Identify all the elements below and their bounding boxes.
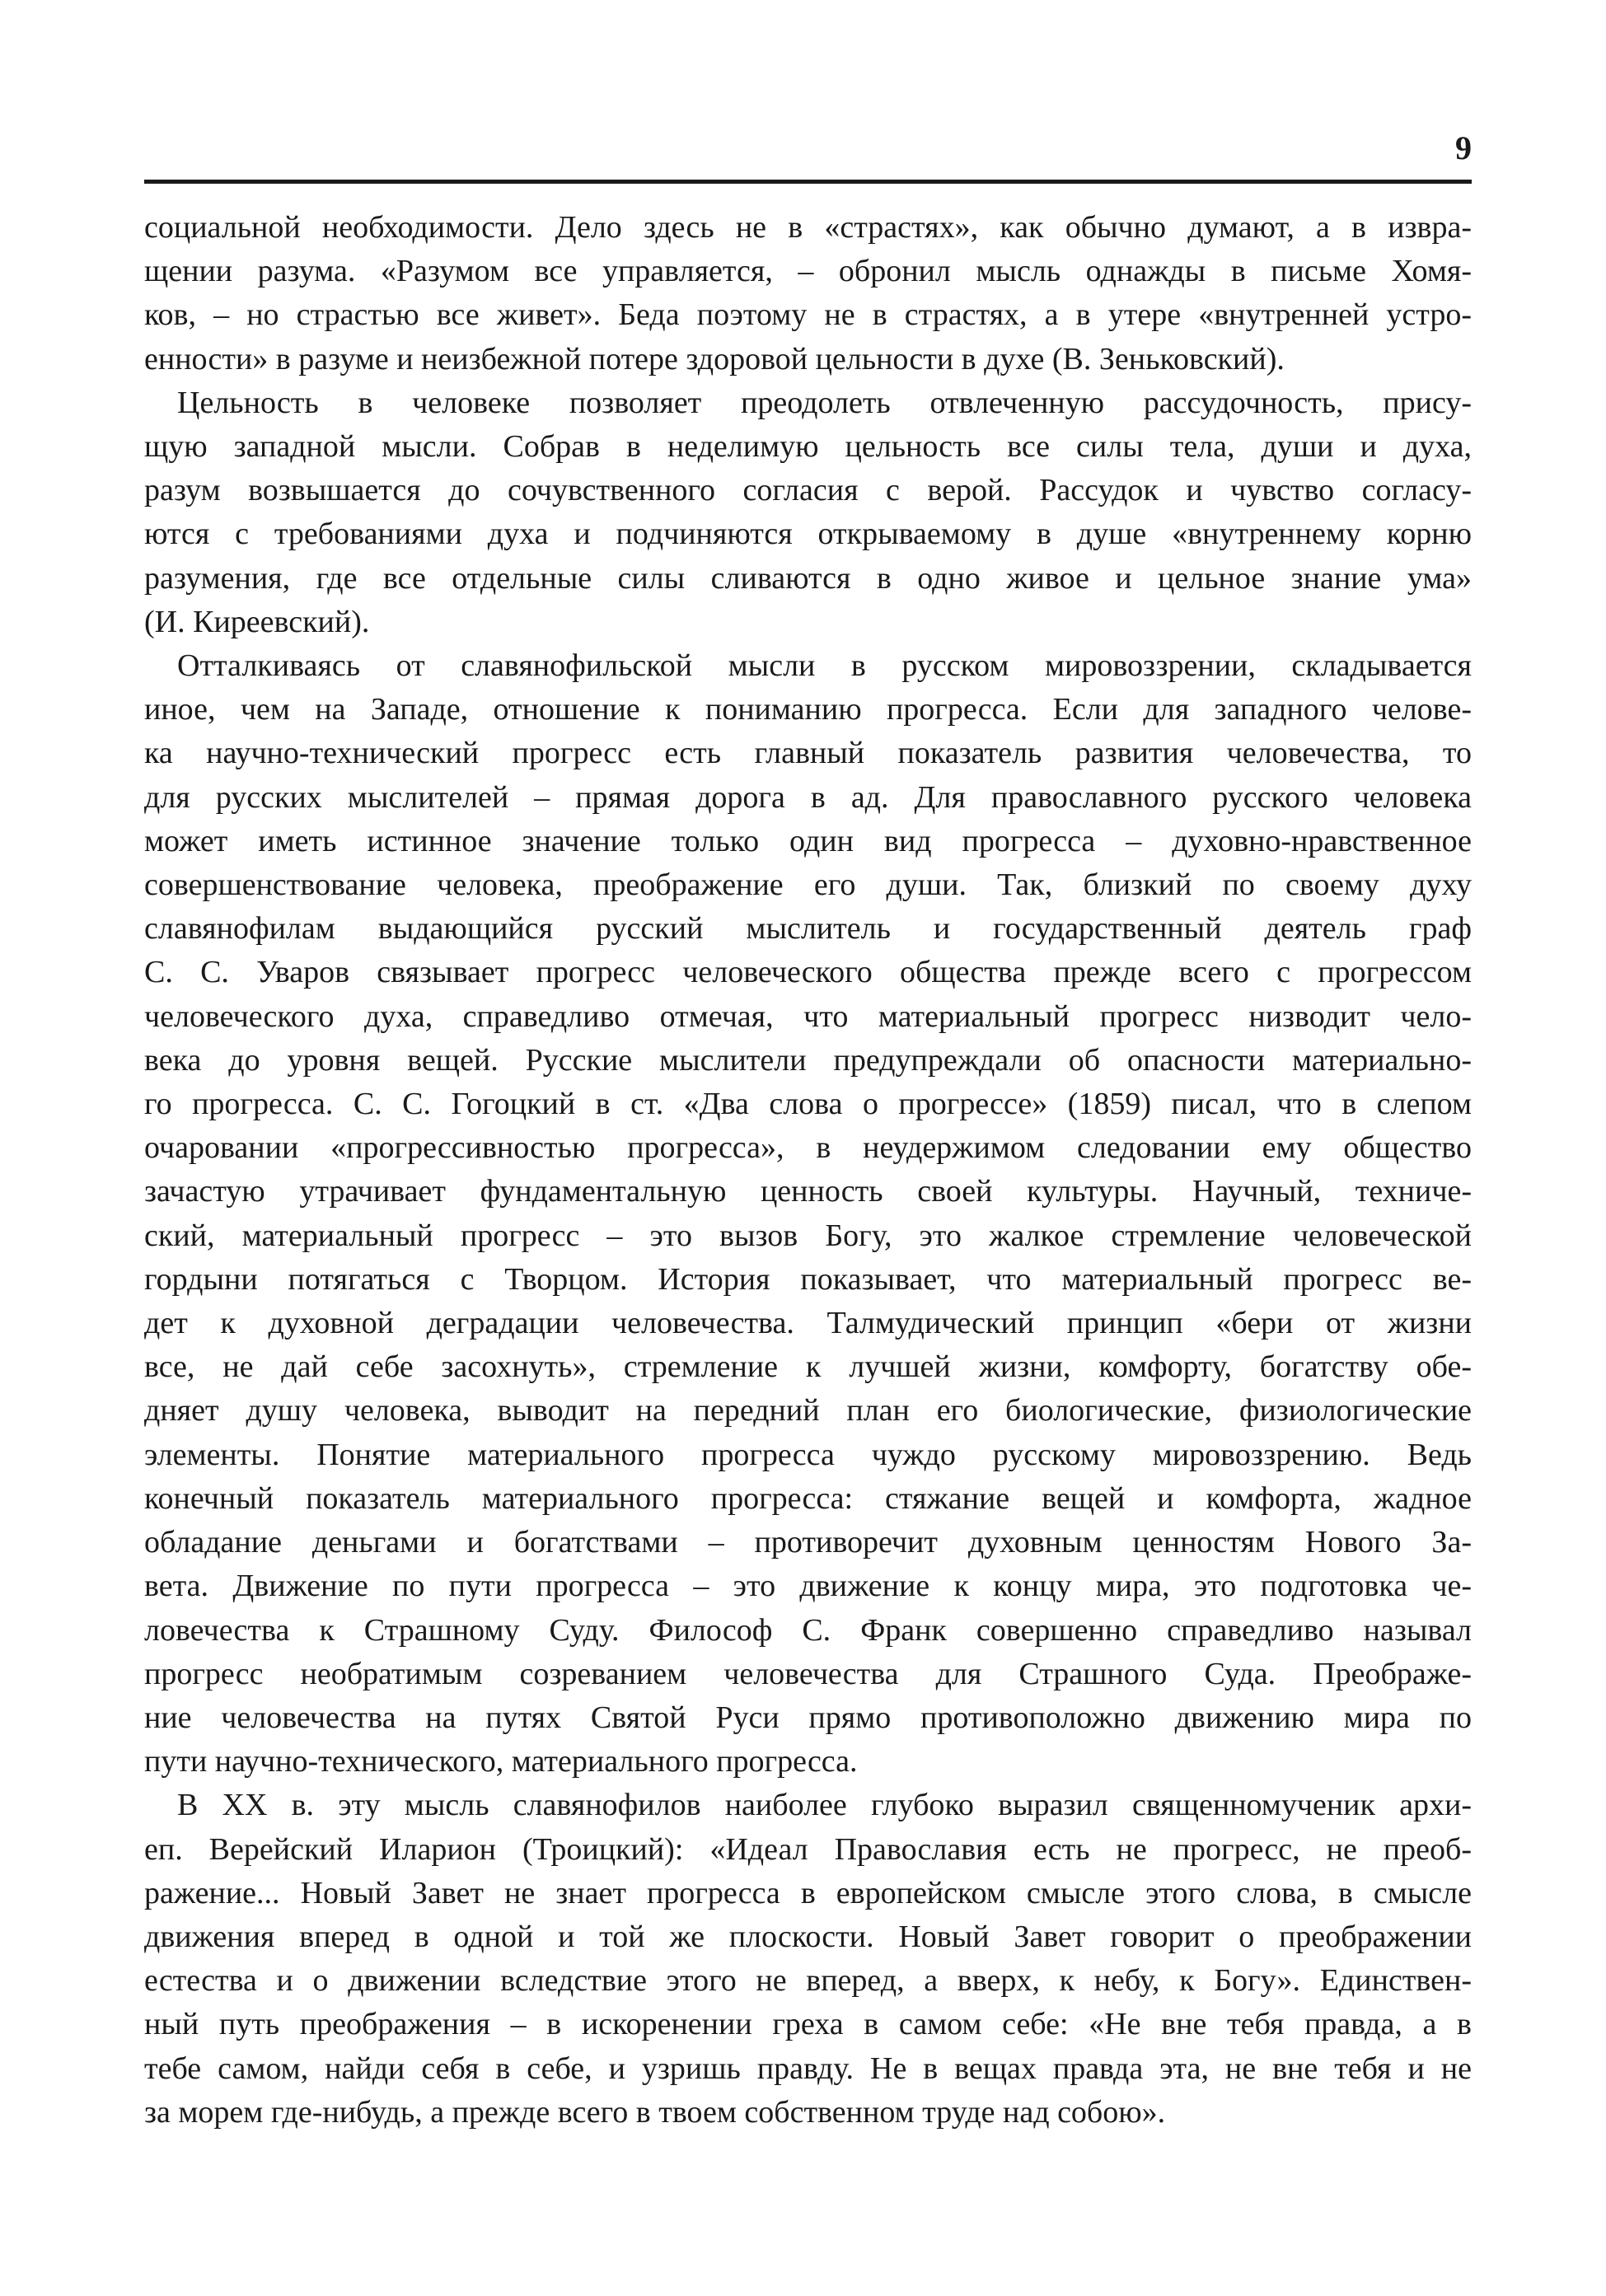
text-line: еп. Верейский Иларион (Троицкий): «Идеал Православия есть не прогресс, не преоб- <box>144 1831 1472 1867</box>
text-line: естества и о движении вследствие этого не вперед, а вверх, к небу, к Богу». Единствен- <box>144 1963 1472 1999</box>
text-line: ный путь преображения – в искоренении греха в самом себе: «Не вне тебя правда, а в <box>144 2007 1472 2042</box>
text-line: С. С. Уваров связывает прогресс человеческого общества прежде всего с прогрессом <box>144 955 1472 990</box>
text-line: элементы. Понятие материального прогресса чуждо русскому мировоззрению. Ведь <box>144 1437 1472 1472</box>
text-line: тебе самом, найди себя в себе, и узришь правду. Не в вещах правда эта, не вне тебя и не <box>144 2051 1472 2086</box>
text-line: конечный показатель материального прогресса: стяжание вещей и комфорта, жадное <box>144 1480 1472 1516</box>
text-line: обладание деньгами и богатствами – противоречит духовным ценностям Нового За- <box>144 1525 1472 1560</box>
text-line: века до уровня вещей. Русские мыслители предупреждали об опасности материально- <box>144 1042 1472 1078</box>
text-line: для русских мыслителей – прямая дорога в ад. Для православного русского человека <box>144 779 1472 815</box>
paragraph <box>144 1784 1472 2135</box>
text-line: енности» в разуме и неизбежной потере здоровой цельности в духе (В. Зеньковский). <box>144 341 1285 376</box>
text-line: дет к духовной деградации человечества. Талмудический принцип «бери от жизни <box>144 1306 1472 1341</box>
text-line: го прогресса. С. С. Гогоцкий в ст. «Два слова о прогрессе» (1859) писал, что в слепом <box>144 1087 1472 1122</box>
text-line: разумения, где все отдельные силы сливаются в одно живое и цельное знание ума» <box>144 560 1472 596</box>
text-line: прогресс необратимым созреванием человечества для Страшного Суда. Преображе- <box>144 1656 1472 1691</box>
paragraph <box>144 206 1472 381</box>
text-line: Отталкиваясь от славянофильской мысли в русском мировоззрении, складывается <box>177 648 1472 684</box>
text-line: пути научно-технического, материального прогресса. <box>144 1744 858 1779</box>
text-line: щении разума. «Разумом все управляется, – обронил мысль однажды в письме Хомя- <box>144 254 1472 289</box>
body-text <box>144 206 1472 2135</box>
text-line: В XX в. эту мысль славянофилов наиболее глубоко выразил священномученик архи- <box>177 1788 1472 1823</box>
text-line: зачастую утрачивает фундаментальную ценность своей культуры. Научный, техниче- <box>144 1174 1472 1209</box>
text-line: все, не дай себе засохнуть», стремление к лучшей жизни, комфорту, богатству обе- <box>144 1349 1472 1385</box>
text-line: славянофилам выдающийся русский мыслитель и государственный деятель граф <box>144 911 1472 947</box>
header-rule <box>144 180 1472 184</box>
text-line: щую западной мысли. Собрав в неделимую цельность все силы тела, души и духа, <box>144 429 1472 465</box>
text-line: ние человечества на путях Святой Руси прямо противоположно движению мира по <box>144 1700 1472 1735</box>
text-line: ловечества к Страшному Суду. Философ С. Франк совершенно справедливо называл <box>144 1612 1472 1648</box>
text-line: Цельность в человеке позволяет преодолеть отвлеченную рассудочность, прису- <box>177 385 1472 420</box>
text-line: дняет душу человека, выводит на передний план его биологические, физиологические <box>144 1393 1472 1429</box>
text-line: очаровании «прогрессивностью прогресса», в неудержимом следовании ему общество <box>144 1130 1472 1166</box>
text-line: социальной необходимости. Дело здесь не в «страстях», как обычно думают, а в извра- <box>144 210 1472 245</box>
text-line: иное, чем на Западе, отношение к пониманию прогресса. Если для западного челове- <box>144 692 1472 727</box>
text-line: ются с требованиями духа и подчиняются открываемому в душе «внутреннему корню <box>144 517 1472 552</box>
text-line: может иметь истинное значение только один вид прогресса – духовно-нравственное <box>144 823 1472 858</box>
text-line: (И. Киреевский). <box>144 604 370 639</box>
page-number: 9 <box>1455 129 1472 166</box>
text-line: совершенствование человека, преображение его души. Так, близкий по своему духу <box>144 867 1472 903</box>
text-line: разум возвышается до сочувственного согласия с верой. Рассудок и чувство согласу- <box>144 473 1472 508</box>
text-line: ский, материальный прогресс – это вызов Богу, это жалкое стремление человеческой <box>144 1218 1472 1253</box>
paragraph <box>144 381 1472 644</box>
text-line: движения вперед в одной и той же плоскости. Новый Завет говорит о преображении <box>144 1919 1472 1954</box>
text-line: ков, – но страстью все живет». Беда поэтому не в страстях, а в утере «внутренней устро- <box>144 297 1472 333</box>
text-line: ка научно-технический прогресс есть главный показатель развития человечества, то <box>144 736 1472 771</box>
text-line: за морем где-нибудь, а прежде всего в твоем собственном труде над собою». <box>144 2094 1166 2130</box>
text-line: вета. Движение по пути прогресса – это движение к концу мира, это подготовка че- <box>144 1569 1472 1604</box>
text-line: гордыни потягаться с Творцом. История показывает, что материальный прогресс ве- <box>144 1261 1472 1297</box>
text-line: человеческого духа, справедливо отмечая, что материальный прогресс низводит чело- <box>144 998 1472 1034</box>
text-line: ражение... Новый Завет не знает прогресса в европейском смысле этого слова, в смысле <box>144 1875 1472 1910</box>
paragraph <box>144 644 1472 1784</box>
